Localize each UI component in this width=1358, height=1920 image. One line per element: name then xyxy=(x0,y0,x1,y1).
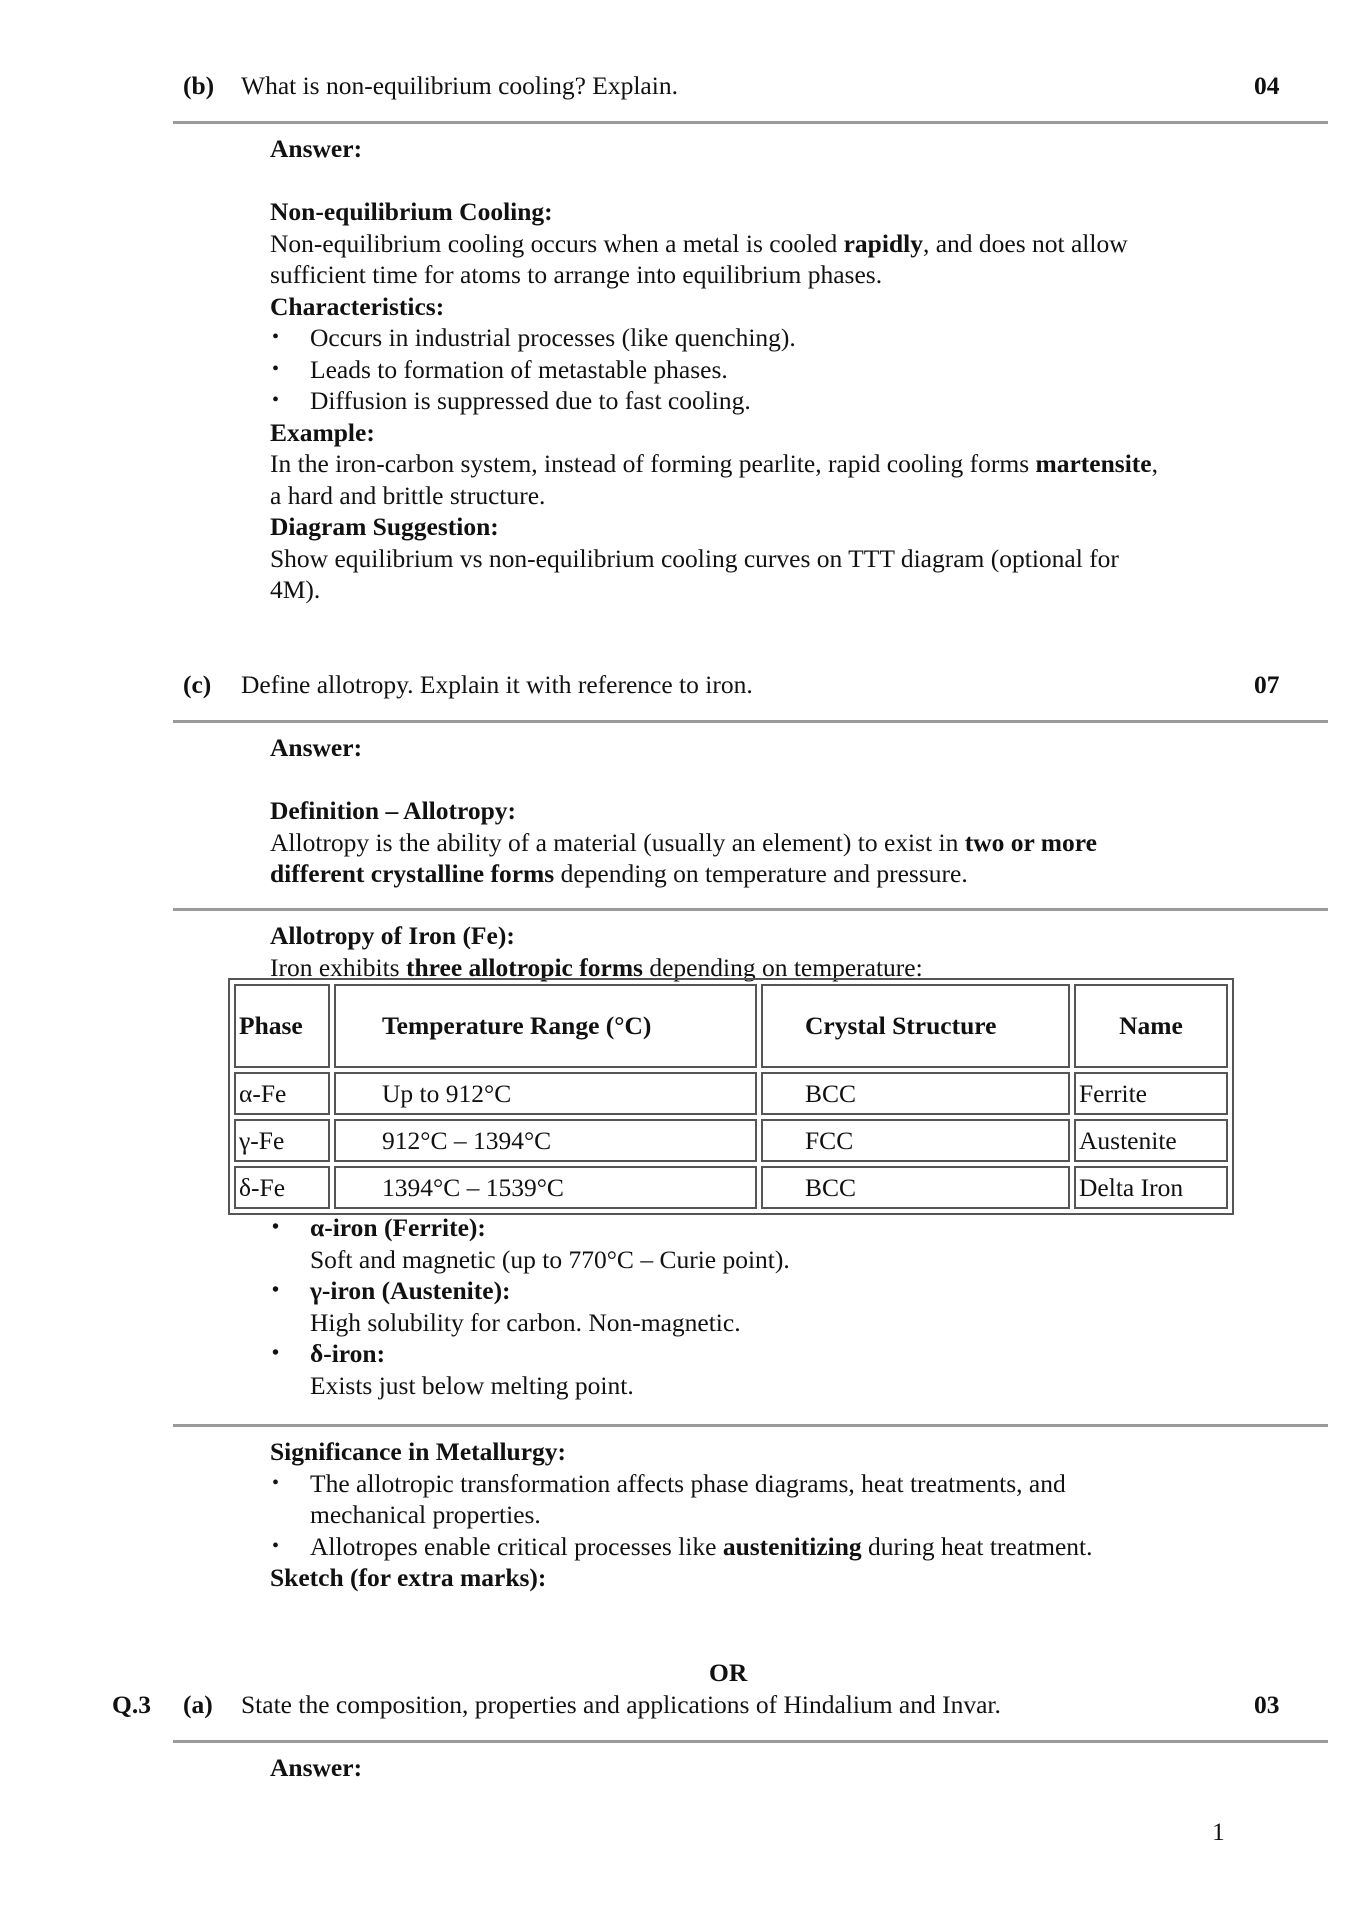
marks-c: 07 xyxy=(1254,670,1280,699)
divider xyxy=(173,121,1328,124)
significance-block xyxy=(270,1436,1270,1594)
bullet-item: • δ-iron: xyxy=(270,1338,1270,1370)
table-row xyxy=(234,1072,1228,1115)
bullet-item: • Occurs in industrial processes (like quenching). xyxy=(270,322,1270,354)
question-label-c: (c) xyxy=(183,670,212,699)
bullet-description: Soft and magnetic (up to 770°C – Curie point). xyxy=(310,1244,790,1274)
bullet-item: • γ-iron (Austenite): xyxy=(270,1275,1270,1307)
question-text-c: Define allotropy. Explain it with reference to iron. xyxy=(241,670,753,699)
marks-q3a: 03 xyxy=(1254,1690,1280,1719)
table-cell: BCC xyxy=(761,1166,1070,1209)
section-heading: Non-equilibrium Cooling: xyxy=(270,197,553,226)
section-heading: Allotropy of Iron (Fe): xyxy=(270,921,515,950)
divider xyxy=(173,1740,1328,1743)
paragraph: Allotropy is the ability of a material (usually an element) to exist in two or more xyxy=(270,827,1097,857)
table-header: Crystal Structure xyxy=(761,984,1070,1068)
paragraph: Iron exhibits three allotropic forms depending on temperature: xyxy=(270,952,923,982)
table-row xyxy=(234,1119,1228,1162)
iron-forms-list xyxy=(270,1212,1270,1401)
section-heading: Diagram Suggestion: xyxy=(270,512,499,541)
table-cell: FCC xyxy=(761,1119,1070,1162)
paragraph: Show equilibrium vs non-equilibrium cooling curves on TTT diagram (optional for xyxy=(270,543,1119,573)
paragraph: Non-equilibrium cooling occurs when a metal is cooled rapidly, and does not allow xyxy=(270,228,1128,258)
section-heading: Characteristics: xyxy=(270,291,445,321)
or-separator: OR xyxy=(709,1658,748,1687)
question-label-q3a: (a) xyxy=(183,1690,213,1719)
section-heading: Significance in Metallurgy: xyxy=(270,1437,567,1466)
paragraph-continued: a hard and brittle structure. xyxy=(270,480,546,510)
answer-block-b xyxy=(270,133,1270,606)
iron-intro xyxy=(270,920,1270,983)
table-cell: γ-Fe xyxy=(234,1119,330,1162)
bullet-item: • The allotropic transformation affects phase diagrams, heat treatments, and xyxy=(270,1468,1270,1500)
bullet-item: • Leads to formation of metastable phases. xyxy=(270,354,1270,386)
marks-b: 04 xyxy=(1254,71,1280,100)
question-text-b: What is non-equilibrium cooling? Explain. xyxy=(241,71,678,100)
table-cell: 1394°C – 1539°C xyxy=(334,1166,757,1209)
answer-label: Answer: xyxy=(270,134,363,163)
question-label-b: (b) xyxy=(183,71,215,100)
bullet-item: • α-iron (Ferrite): xyxy=(270,1212,1270,1244)
paragraph-continued: sufficient time for atoms to arrange into equilibrium phases. xyxy=(270,260,883,289)
question-text-q3a: State the composition, properties and applications of Hindalium and Invar. xyxy=(241,1690,1001,1719)
table-cell: 912°C – 1394°C xyxy=(334,1119,757,1162)
section-heading: Definition – Allotropy: xyxy=(270,796,517,825)
table-cell: α-Fe xyxy=(234,1072,330,1115)
table-header: Temperature Range (°C) xyxy=(334,984,757,1068)
section-heading: Example: xyxy=(270,417,375,447)
bullet-item: • Allotropes enable critical processes like austenitizing during heat treatment. xyxy=(270,1531,1270,1563)
paragraph-continued: 4M). xyxy=(270,575,321,604)
table-header: Name xyxy=(1074,984,1228,1068)
table-cell: Austenite xyxy=(1074,1119,1228,1162)
paragraph-continued: different crystalline forms depending on temperature and pressure. xyxy=(270,859,968,888)
answer-block-c xyxy=(270,732,1270,890)
table-row xyxy=(234,1166,1228,1209)
answer-label: Answer: xyxy=(270,1753,363,1782)
table-header-row xyxy=(234,984,1228,1068)
iron-allotropes-table xyxy=(228,978,1234,1215)
table-cell: δ-Fe xyxy=(234,1166,330,1209)
table-cell: BCC xyxy=(761,1072,1070,1115)
bullet-description: Exists just below melting point. xyxy=(310,1370,634,1400)
table-cell: Up to 912°C xyxy=(334,1072,757,1115)
paragraph: In the iron-carbon system, instead of forming pearlite, rapid cooling forms martensite, xyxy=(270,449,1158,478)
page-number: 1 xyxy=(1212,1817,1225,1846)
question-number-q3: Q.3 xyxy=(112,1690,151,1719)
divider xyxy=(173,720,1328,723)
table-header: Phase xyxy=(234,984,330,1068)
divider xyxy=(173,908,1328,911)
table-cell: Delta Iron xyxy=(1074,1166,1228,1209)
bullet-item: • Diffusion is suppressed due to fast cooling. xyxy=(270,385,1270,417)
section-heading: Sketch (for extra marks): xyxy=(270,1563,547,1592)
bullet-continued: mechanical properties. xyxy=(310,1500,541,1529)
divider xyxy=(173,1424,1328,1427)
bullet-description: High solubility for carbon. Non-magnetic. xyxy=(310,1307,741,1337)
table-cell: Ferrite xyxy=(1074,1072,1228,1115)
answer-label: Answer: xyxy=(270,733,363,762)
